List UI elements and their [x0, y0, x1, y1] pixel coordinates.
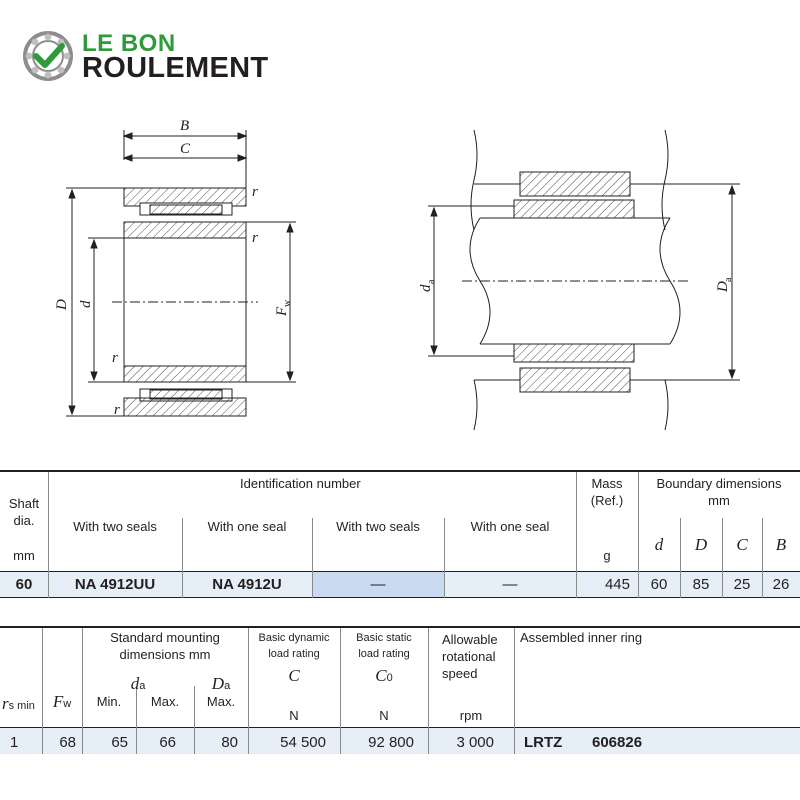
da-min-header: Min. [96, 694, 122, 709]
row-Da-max: 80 [221, 734, 238, 751]
row-two-seals-b: — [370, 576, 386, 593]
stat-header-unit: N [379, 708, 389, 723]
boundary-col-D: D [694, 535, 708, 554]
row-rs: 1 [10, 734, 19, 751]
dim-label-r-1: r [252, 184, 258, 200]
svg-text:F: F [274, 306, 290, 316]
dim-label-Da [715, 277, 734, 293]
boundary-title: Boundary dimensions [656, 476, 782, 491]
mounting-table [0, 626, 800, 756]
ident-col-two-seals-b: With two seals [336, 519, 420, 534]
dim-label-d: d [78, 300, 94, 308]
dyn-header-1: Basic dynamic [258, 632, 330, 644]
row-one-seal: NA 4912U [212, 576, 282, 593]
Da-header: Da [211, 674, 231, 693]
row-shaft: 60 [15, 576, 33, 593]
row-da-max: 66 [159, 734, 176, 751]
boundary-col-d: d [654, 535, 664, 554]
stat-header-symbol: C0 [375, 666, 393, 685]
mass-header-unit: g [603, 548, 611, 563]
fw-header: Fw [52, 692, 72, 711]
dyn-header-unit: N [289, 708, 299, 723]
row-C: 25 [733, 576, 751, 593]
svg-text:D: D [715, 281, 731, 292]
svg-text:a: a [723, 277, 734, 282]
rs-header: rs min [2, 694, 35, 713]
stat-header-2: load rating [358, 648, 410, 660]
dim-label-r-4: r [114, 402, 120, 418]
stat-header-1: Basic static [356, 632, 412, 644]
svg-text:d: d [418, 284, 434, 292]
da-max-header: Max. [150, 694, 180, 709]
row-D: 85 [692, 576, 710, 593]
mass-header-2: (Ref.) [590, 493, 624, 508]
da-header: da [130, 674, 146, 693]
dim-label-D: D [54, 299, 70, 310]
dim-label-r-2: r [252, 230, 258, 246]
row-inner-number: 606826 [592, 734, 643, 751]
row-C: 54 500 [280, 734, 326, 751]
row-two-seals: NA 4912UU [74, 576, 156, 593]
boundary-col-B: B [775, 535, 787, 554]
ident-col-one-seal-b: With one seal [470, 519, 550, 534]
row-fw: 68 [59, 734, 76, 751]
brand-logo [22, 28, 302, 86]
ident-col-one-seal: With one seal [207, 519, 287, 534]
mounting-title-1: Standard mounting [110, 630, 220, 645]
dim-label-C: C [180, 141, 191, 157]
speed-header-2: rotational [442, 649, 496, 664]
dyn-header-symbol: C [288, 666, 300, 685]
shaft-header-unit: mm [13, 548, 35, 563]
mass-header-1: Mass [591, 476, 623, 491]
row-d: 60 [650, 576, 668, 593]
Da-max-header: Max. [206, 694, 236, 709]
speed-header-unit: rpm [459, 708, 483, 723]
shaft-header-1: Shaft [8, 496, 40, 511]
bearing-check-icon [22, 30, 74, 82]
inner-ring-title: Assembled inner ring [520, 630, 643, 645]
dim-label-r-3: r [112, 350, 118, 366]
speed-header-3: speed [442, 666, 478, 681]
identification-table [0, 470, 800, 598]
svg-text:w: w [282, 299, 293, 307]
speed-header-1: Allowable [442, 632, 498, 647]
ident-col-two-seals: With two seals [73, 519, 157, 534]
row-one-seal-b: — [502, 576, 518, 593]
row-inner-label: LRTZ [524, 734, 563, 751]
dim-label-B: B [180, 118, 190, 134]
mounting-title-2: dimensions mm [119, 647, 211, 662]
row-mass: 445 [604, 576, 630, 593]
row-da-min: 65 [111, 734, 128, 751]
row-B: 26 [772, 576, 790, 593]
dyn-header-2: load rating [268, 648, 320, 660]
shaft-header-2: dia. [13, 513, 35, 528]
row-speed: 3 000 [456, 734, 494, 751]
bearing-drawing [0, 100, 800, 440]
svg-text:a: a [426, 279, 437, 284]
row-C0: 92 800 [368, 734, 414, 751]
logo-line-2: ROULEMENT [82, 52, 269, 84]
boundary-unit: mm [708, 493, 730, 508]
logo-line-1: LE BON [82, 30, 176, 57]
boundary-col-C: C [736, 535, 748, 554]
ident-title: Identification number [240, 476, 361, 491]
